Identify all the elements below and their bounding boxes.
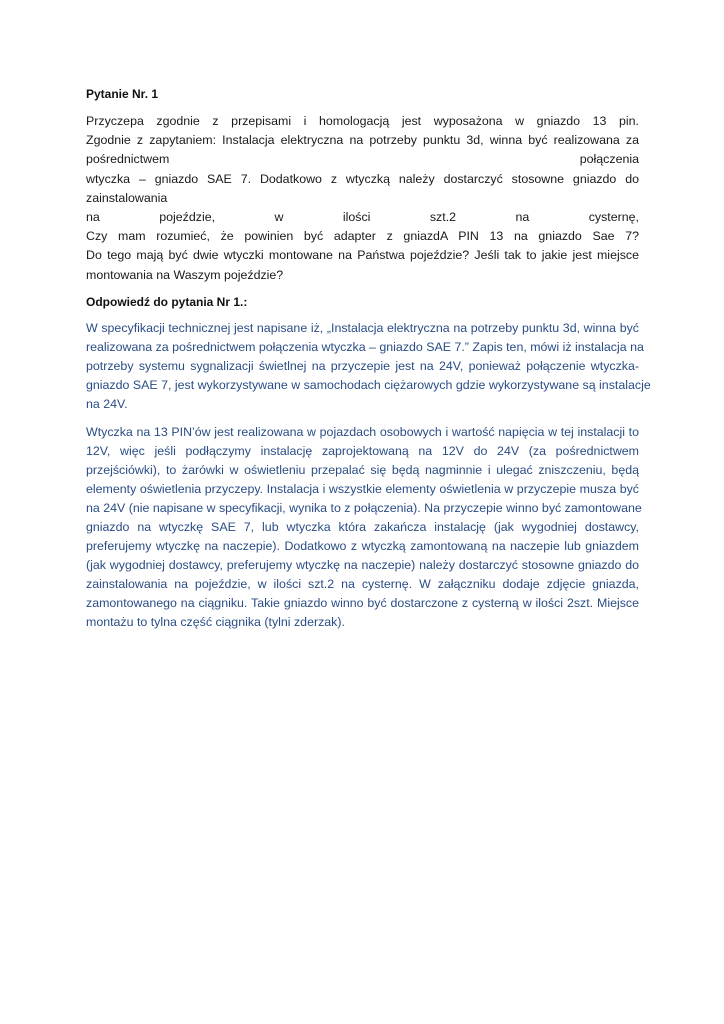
question-line: Do tego mają być dwie wtyczki montowane na Państwa pojeździe? Jeśli tak to jakie jest miejsce	[86, 248, 639, 263]
question-title: Pytanie Nr. 1	[86, 87, 159, 101]
answer-line: preferujemy wtyczkę na naczepie). Dodatkowo z wtyczką zamontowaną na naczepie lub gniazdem	[86, 538, 639, 553]
question-line: Zgodnie z zapytaniem: Instalacja elektryczna na potrzeby punktu 3d, winna być realizowana za	[86, 133, 639, 148]
question-line: zainstalowania	[86, 190, 168, 205]
answer-line: potrzeby systemu sygnalizacji świetlnej na przyczepie jest na 24V, ponieważ połączenie wtyczka-	[86, 358, 639, 373]
answer-paragraph	[86, 423, 642, 632]
answer-line: (jak wygodniej dostawcy, preferujemy wtyczkę na naczepie) należy dostarczyć stosowne gniazdo do	[86, 557, 639, 572]
answer-paragraph	[86, 319, 651, 414]
answer-line: realizowana za pośrednictwem połączenia wtyczka – gniazdo SAE 7.” Zapis ten, mówi iż instalacja na	[86, 339, 644, 354]
answer-line: przejściówki), to żarówki w oświetleniu przepalać się będą nagminnie i ulegać zniszczeniu, będą	[86, 462, 639, 477]
question-line: Czy mam rozumieć, że powinien być adapter z gniazdA PIN 13 na gniazdo Sae 7?	[86, 229, 639, 244]
question-line: Przyczepa zgodnie z przepisami i homologacją jest wyposażona w gniazdo 13 pin.	[86, 114, 639, 128]
answer-line: na 24V.	[86, 396, 128, 411]
question-line: montowania na Waszym pojeździe?	[86, 267, 284, 282]
question-line: wtyczka – gniazdo SAE 7. Dodatkowo z wtyczką należy dostarczyć stosowne gniazdo do	[86, 171, 639, 186]
answer-title: Odpowiedź do pytania Nr 1.:	[86, 294, 248, 309]
answer-line: na 24V (nie napisane w specyfikacji, wynika to z połączenia). Na przyczepie winno być zamontowane	[86, 500, 642, 515]
document-page	[86, 86, 651, 641]
question-body	[86, 112, 639, 285]
question-line: pośrednictwem połączenia	[86, 152, 639, 167]
answer-line: Wtyczka na 13 PIN’ów jest realizowana w pojazdach osobowych i wartość napięcia w tej instalacji to	[86, 424, 639, 439]
answer-line: zamontowanego na ciągniku. Takie gniazdo winno być dostarczone z cysterną w ilości 2szt. Miejsce	[86, 595, 639, 610]
question-line: na pojeździe, w ilości szt.2 na cysternę,	[86, 210, 639, 225]
answer-line: zainstalowania na pojeździe, w ilości szt.2 na cysternę. W załączniku dodaje zdjęcie gniazda,	[86, 576, 639, 591]
answer-body	[86, 319, 651, 632]
answer-line: montażu to tylna część ciągnika (tylni zderzak).	[86, 614, 345, 629]
answer-line: 12V, więc jeśli podłączymy instalację zaprojektowaną na 12V do 24V (za pośrednictwem	[86, 443, 639, 458]
answer-line: gniazdo na wtyczkę SAE 7, lub wtyczka która zakańcza instalację (jak wygodniej dostawcy,	[86, 519, 639, 534]
answer-line: gniazdo SAE 7, jest wykorzystywane w samochodach ciężarowych gdzie wykorzystywane są instalacje	[86, 377, 651, 392]
answer-line: W specyfikacji technicznej jest napisane iż, „Instalacja elektryczna na potrzeby punktu 3d, winna być	[86, 320, 639, 335]
answer-line: elementy oświetlenia przyczepy. Instalacja i wszystkie elementy oświetlenia w przyczepie musza być	[86, 481, 639, 496]
